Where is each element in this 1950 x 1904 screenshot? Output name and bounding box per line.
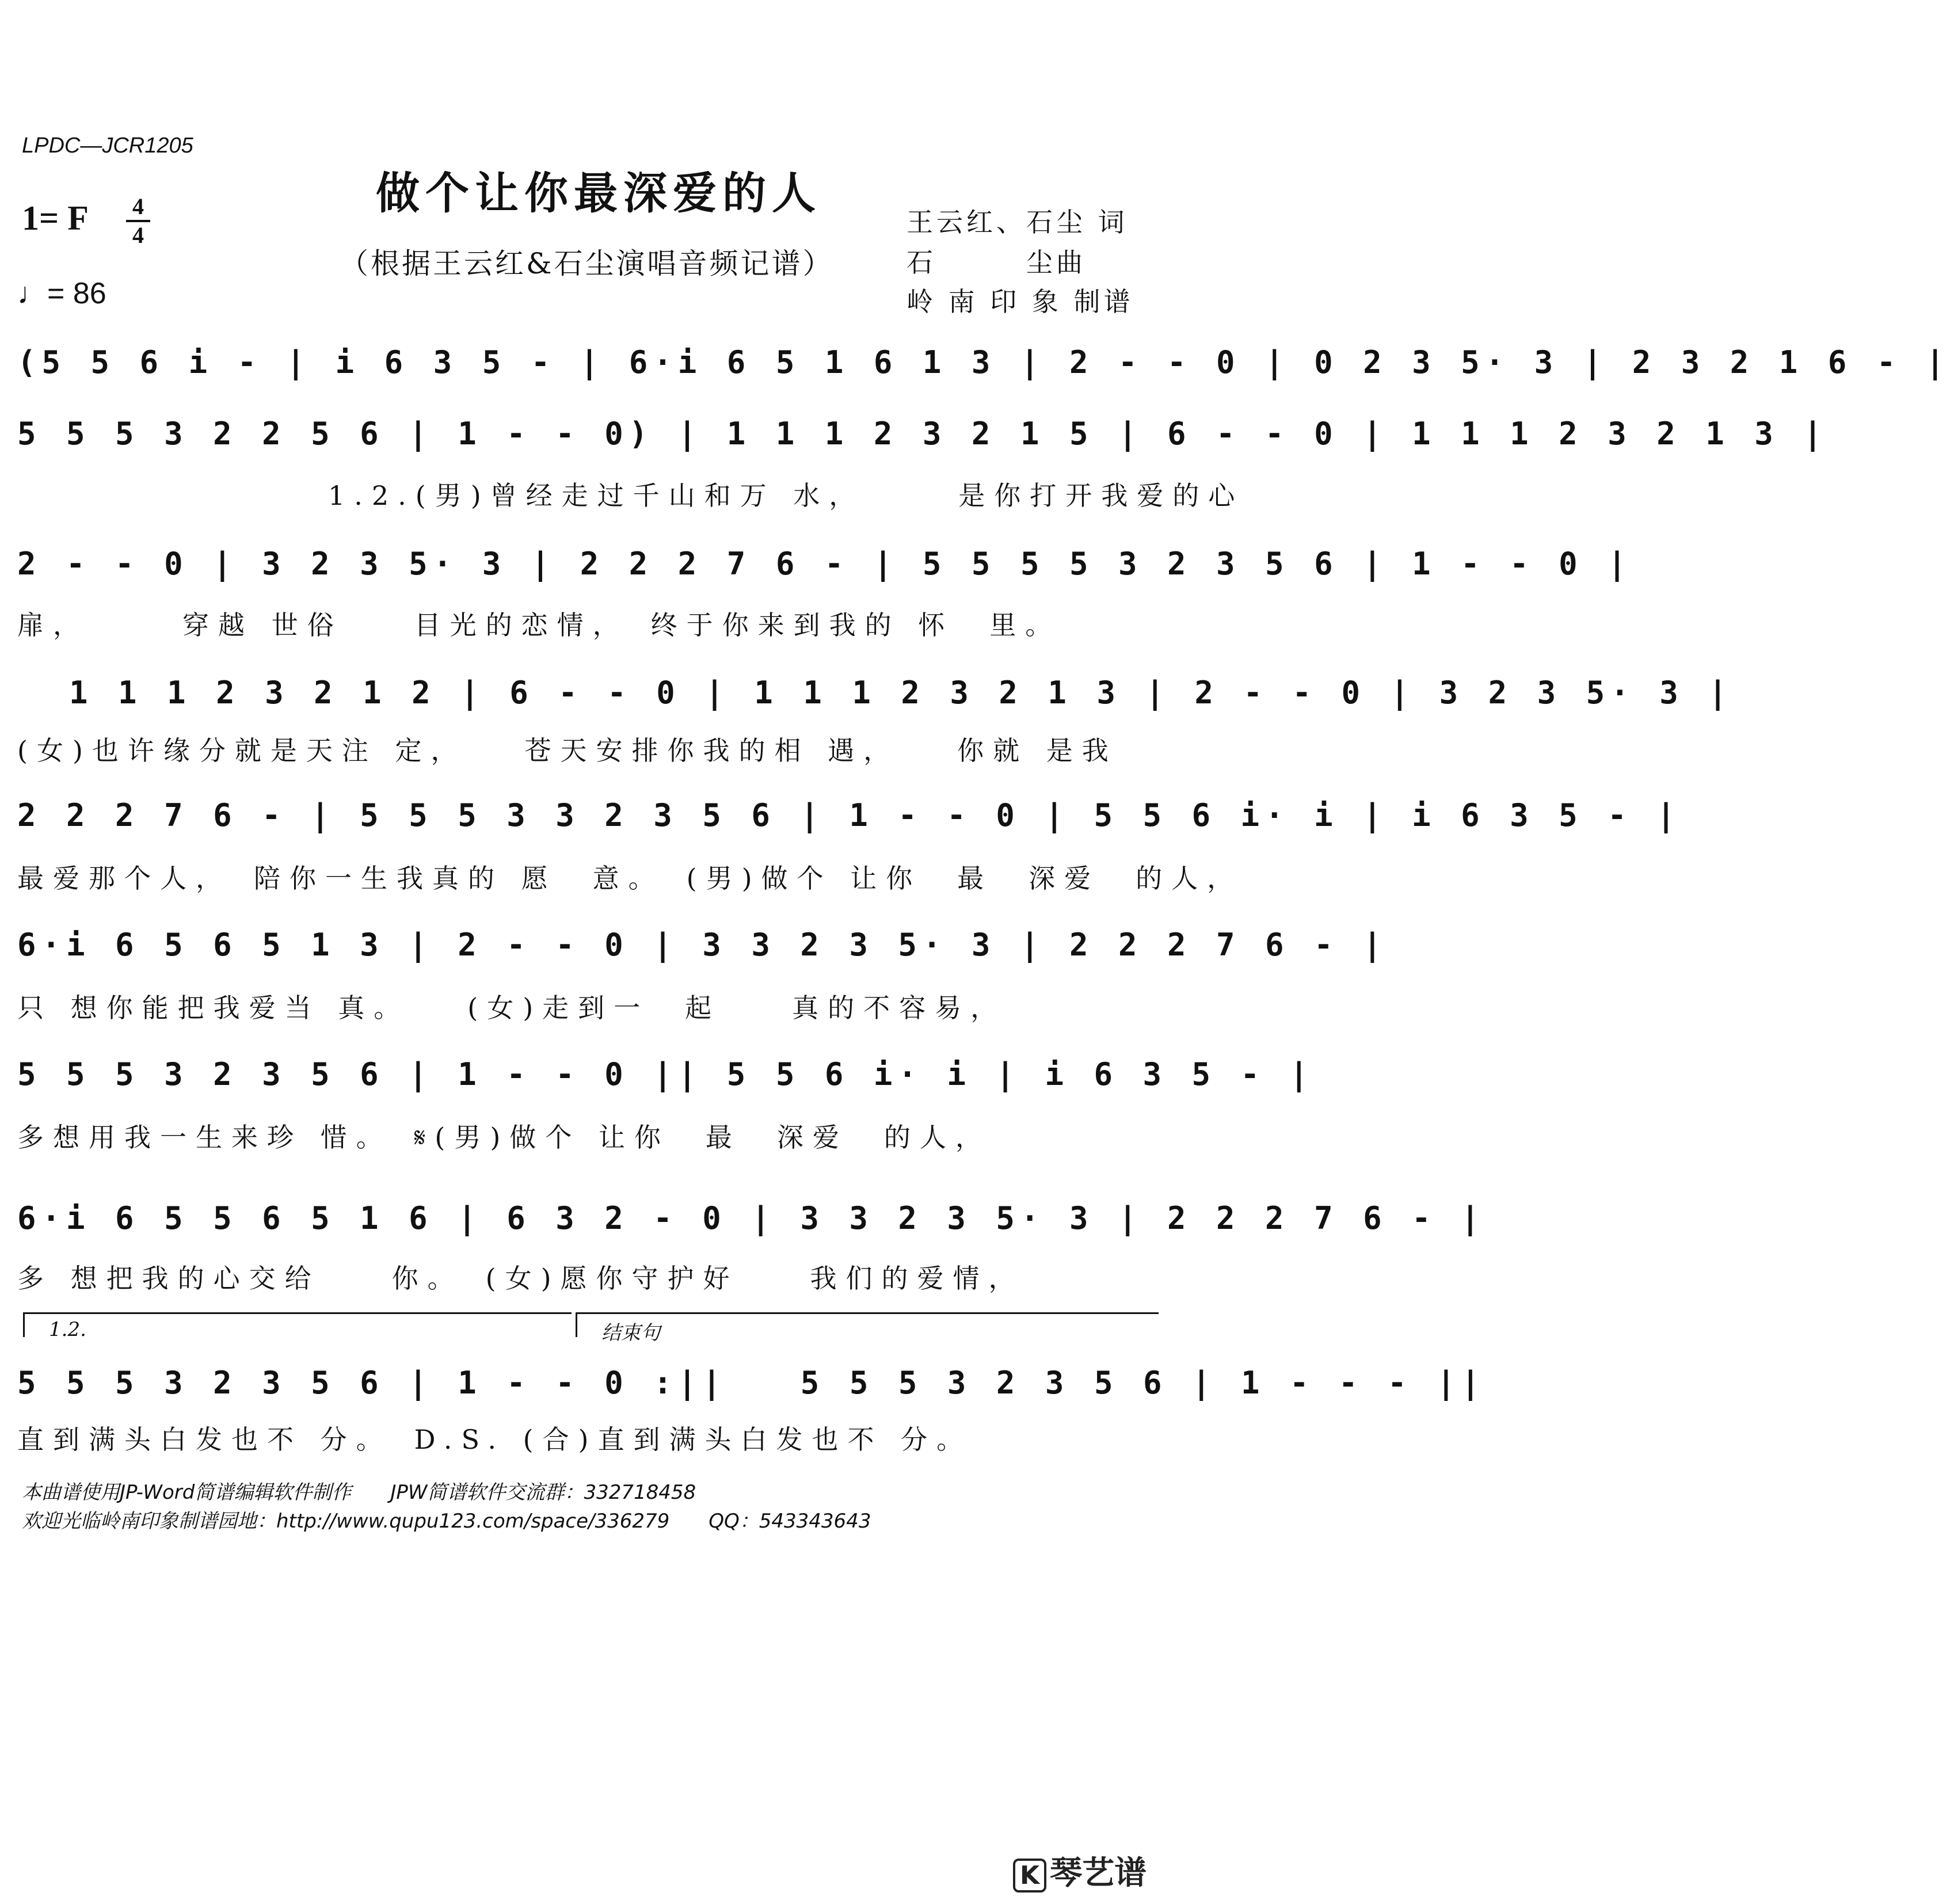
tempo-marking: ♩= 86 — [17, 277, 106, 310]
staff-lyrics-6: 只 想你能把我爱当 真。 (女)走到一 起 真的不容易， — [17, 992, 1007, 1023]
logo-text: 琴艺谱 — [1050, 1855, 1147, 1892]
composer-credit: 石 尘曲 — [907, 247, 1086, 278]
key-signature: 1= F — [22, 199, 89, 237]
staff-lyrics-4: (女)也许缘分就是天注 定， 苍天安排你我的相 遇， 你就 是我 — [17, 735, 1118, 766]
staff-lyrics-2: 1.2.(男)曾经走过千山和万 水， 是你打开我爱的心 — [328, 480, 1244, 511]
staff-lyrics-5: 最爱那个人， 陪你一生我真的 愿 意。 (男)做个 让你 最 深爱 的人， — [17, 863, 1243, 894]
staff-notes-6: 6·i 6 5 6 5 1 3 | 2 - - 0 | 3 3 2 3 5· 3 | 2 2 2 7 6 - | — [17, 927, 1388, 963]
score-code: LPDC—JCR1205 — [22, 134, 193, 158]
song-title: 做个让你最深爱的人 — [376, 167, 821, 219]
arranger-credit: 岭 南 印 象 制谱 — [907, 286, 1134, 317]
staff-notes-2: 5 5 5 3 2 2 5 6 | 1 - - 0) | 1 1 1 2 3 2 1 5 | 6 - - 0 | 1 1 1 2 3 2 1 3 | — [17, 416, 1828, 452]
staff-notes-1: (5 5 6 i - | i 6 3 5 - | 6·i 6 5 1 6 1 3 | 2 - - 0 | 0 2 3 5· 3 | 2 3 2 1 6 - | — [17, 344, 1950, 380]
volta-first-bracket — [23, 1312, 572, 1337]
volta-first-label: 1.2. — [49, 1318, 86, 1341]
staff-notes-3: 2 - - 0 | 3 2 3 5· 3 | 2 2 2 7 6 - | 5 5 5 5 3 2 3 5 6 | 1 - - 0 | — [17, 546, 1632, 582]
time-signature — [124, 195, 153, 247]
footer-line-2: 欢迎光临岭南印象制谱园地：http://www.qupu123.com/space/336279 QQ：543343643 — [22, 1510, 871, 1533]
staff-lyrics-9: 直到满头白发也不 分。 D.S. (合)直到满头白发也不 分。 — [17, 1424, 973, 1455]
song-subtitle: （根据王云红&石尘演唱音频记谱） — [340, 247, 834, 280]
lyricist-credit: 王云红、石尘 词 — [907, 207, 1128, 238]
time-bottom: 4 — [132, 222, 144, 248]
staff-notes-8: 6·i 6 5 5 6 5 1 6 | 6 3 2 - 0 | 3 3 2 3 5· 3 | 2 2 2 7 6 - | — [17, 1200, 1486, 1236]
volta-ending-label: 结束句 — [601, 1322, 660, 1345]
staff-notes-7: 5 5 5 3 2 3 5 6 | 1 - - 0 || 5 5 6 i· i | i 6 3 5 - | — [17, 1056, 1315, 1092]
footer-line-1: 本曲谱使用JP-Word简谱编辑软件制作 JPW简谱软件交流群：332718458 — [22, 1481, 696, 1504]
staff-lyrics-8: 多 想把我的心交给 你。 (女)愿你守护好 我们的爱情， — [17, 1263, 1024, 1294]
staff-notes-9: 5 5 5 3 2 3 5 6 | 1 - - 0 :|| 5 5 5 3 2 3 5 6 | 1 - - - || — [17, 1365, 1486, 1401]
staff-lyrics-7: 多想用我一生来珍 惜。 𝄋(男)做个 让你 最 深爱 的人， — [17, 1122, 991, 1153]
watermark-logo — [1013, 1848, 1147, 1894]
logo-mark-icon: K — [1013, 1859, 1046, 1892]
staff-notes-5: 2 2 2 7 6 - | 5 5 5 3 3 2 3 5 6 | 1 - - 0 | 5 5 6 i· i | i 6 3 5 - | — [17, 797, 1681, 833]
volta-ending-bracket — [576, 1312, 1159, 1337]
staff-lyrics-3: 扉， 穿越 世俗 目光的恋情， 终于你来到我的 怀 里。 — [17, 610, 1061, 641]
time-top: 4 — [132, 193, 144, 219]
staff-notes-4: 1 1 1 2 3 2 1 2 | 6 - - 0 | 1 1 1 2 3 2 1 3 | 2 - - 0 | 3 2 3 5· 3 | — [69, 675, 1733, 711]
